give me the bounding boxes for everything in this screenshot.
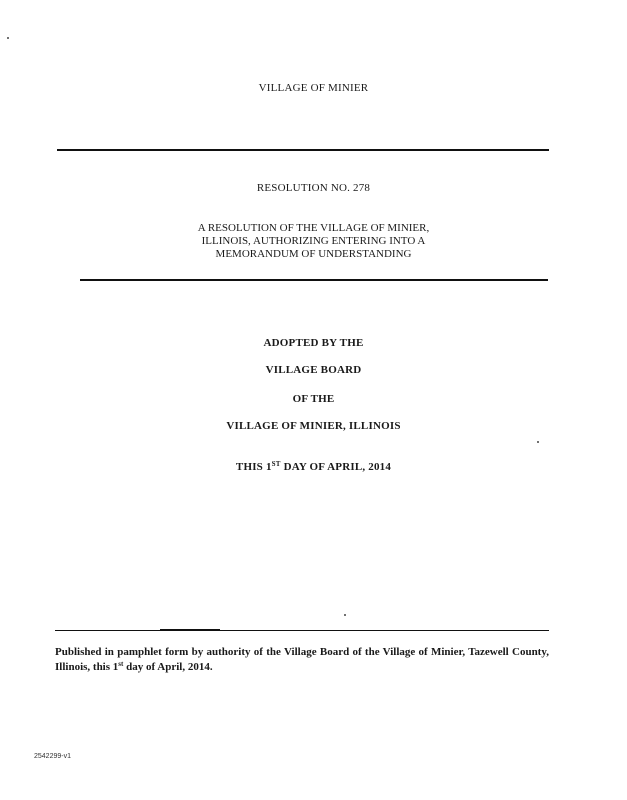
of-the-line: OF THE [292,393,335,405]
village-title: VILLAGE OF MINIER [258,82,369,94]
publication-text: Published in pamphlet form by authority of the Village Board of the Village of Minier, Tazewell County, Illinois, this 1 [55,646,549,673]
document-id: 2542299-v1 [34,753,71,760]
date-suffix: DAY OF APRIL, 2014 [280,461,392,473]
date-prefix: THIS 1 [235,461,272,473]
date-ordinal: ST [271,460,281,468]
bottom-divider-rule [55,630,549,631]
adopted-by-line: ADOPTED BY THE [263,337,364,349]
description-line-2: ILLINOIS, AUTHORIZING ENTERING INTO A [201,235,426,247]
description-line-3: MEMORANDUM OF UNDERSTANDING [215,248,412,260]
scan-speck [7,37,9,39]
adoption-date [0,461,627,473]
scan-speck [537,441,539,443]
publication-statement [55,645,549,675]
village-board-line: VILLAGE BOARD [265,364,362,376]
description-line-1: A RESOLUTION OF THE VILLAGE OF MINIER, [197,222,430,234]
bottom-divider-thick [160,629,220,631]
resolution-number: RESOLUTION NO. 278 [256,182,371,194]
village-of-minier-line: VILLAGE OF MINIER, ILLINOIS [226,420,401,432]
resolution-description [0,222,627,261]
middle-divider-rule [80,279,548,281]
scan-speck [344,614,346,616]
publication-ordinal: st [118,660,124,668]
top-divider-rule [57,149,549,151]
publication-text-end: day of April, 2014. [123,661,213,673]
